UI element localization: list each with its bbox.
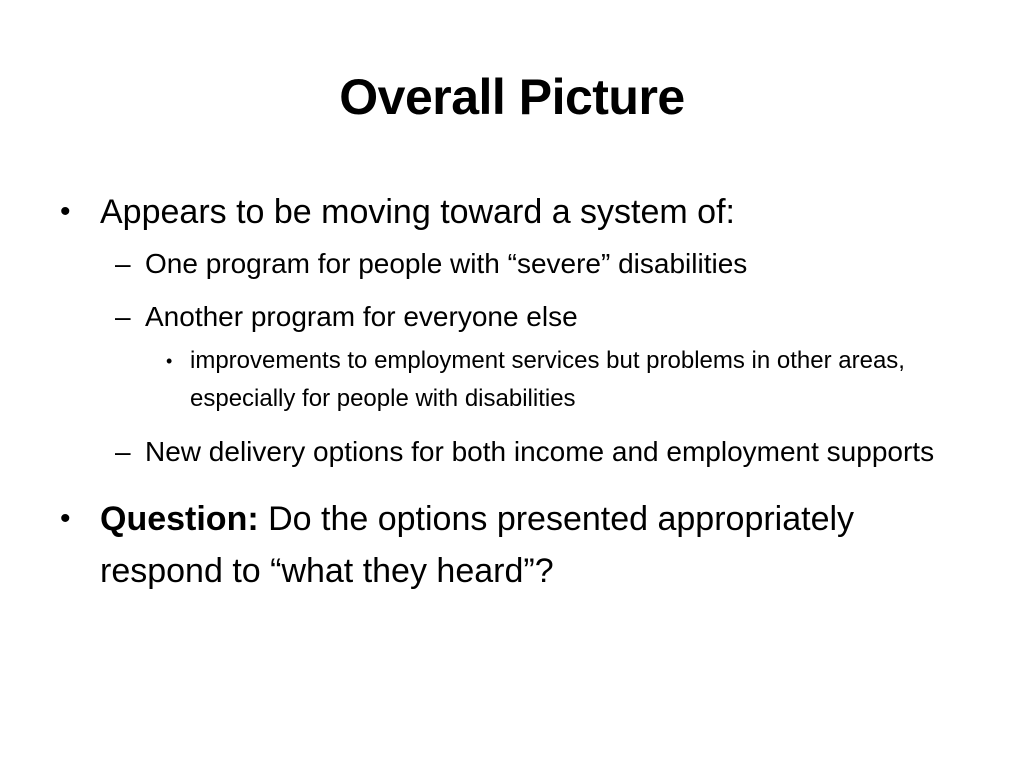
dash-icon: –: [115, 436, 131, 467]
question-text: Do the options presented appropriately respond to “what they heard”?: [100, 500, 855, 590]
bullet-dot-icon: •: [166, 351, 173, 371]
question-label: Question:: [100, 500, 259, 538]
bullet-dot-icon: •: [60, 502, 71, 535]
sub-bullet-text: One program for people with “severe” disabilities: [145, 248, 748, 279]
dash-icon: –: [115, 301, 131, 332]
slide-title: Overall Picture: [339, 69, 685, 125]
sub-bullet-text: New delivery options for both income and employment supports: [145, 436, 935, 467]
bullet-text: [100, 493, 980, 597]
bullet-text: Appears to be moving toward a system of:: [100, 193, 735, 231]
sub-bullet-item: [115, 240, 980, 287]
bullet-item: [60, 493, 980, 597]
sub-bullet-text: Another program for everyone else: [145, 301, 578, 332]
bullet-dot-icon: •: [60, 195, 71, 228]
sub-sub-bullet-item: [166, 342, 980, 418]
bullet-item: [60, 186, 980, 238]
sub-bullet-item: [115, 428, 980, 475]
sub-sub-bullet-text: improvements to employment services but problems in other areas, especially for people with disabilities: [190, 347, 905, 412]
sub-bullet-item: [115, 293, 980, 340]
dash-icon: –: [115, 248, 131, 279]
bullet-list: [60, 186, 980, 597]
